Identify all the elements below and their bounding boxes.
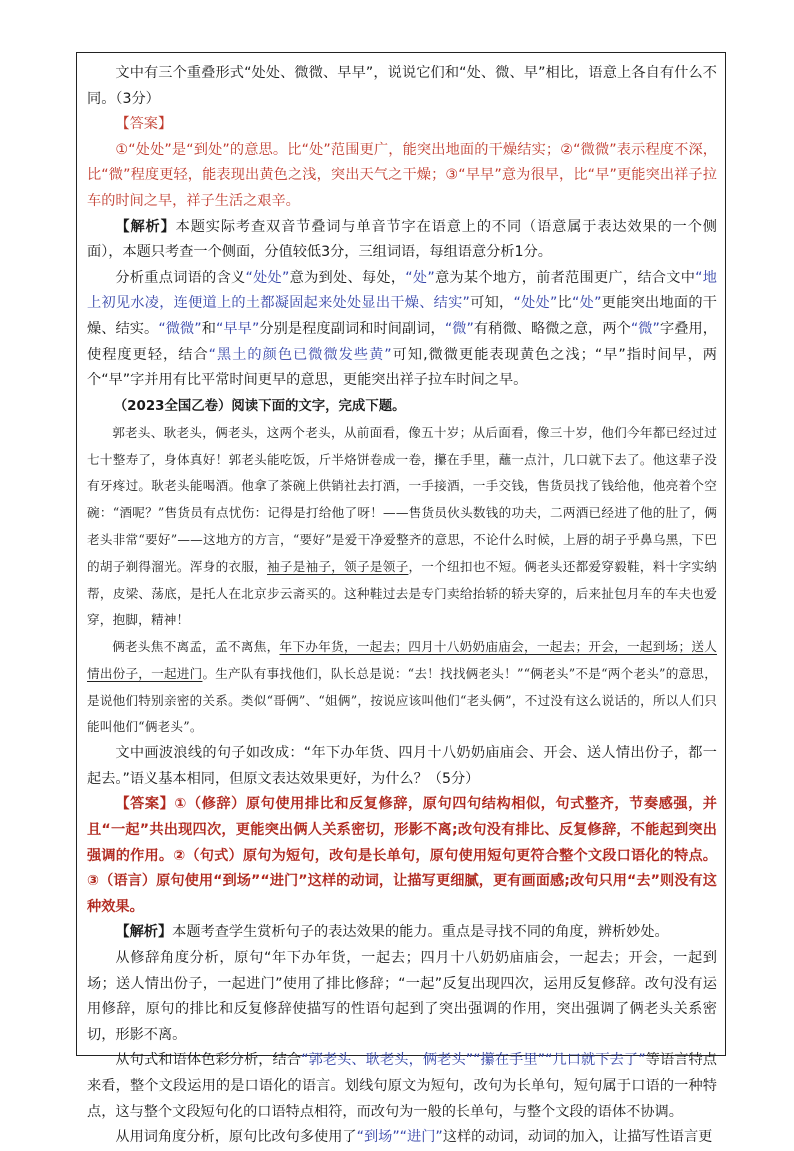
quote-run: “早早” bbox=[215, 320, 260, 337]
text-run: 可知， bbox=[469, 295, 514, 312]
q2-analysis-3 bbox=[87, 1048, 717, 1125]
q2-analysis-1-text: 本题考查学生赏析句子的表达效果的能力。重点是寻找不同的角度，辨析妙处。 bbox=[172, 924, 669, 941]
q1-analysis-1-text: 本题实际考查双音节叠词与单音节字在语意上的不同（语意属于表达效果的一个侧面），本题只考查一个侧面，分值较低3分，三组词语，每组语意分析1分。 bbox=[87, 218, 717, 261]
q2-analysis-4 bbox=[87, 1125, 717, 1151]
text-run: 分析重点词语的含义 bbox=[115, 269, 246, 286]
quote-run: “微” bbox=[630, 320, 660, 337]
quote-run: “几口就下去了” bbox=[545, 1052, 646, 1069]
reading-passage bbox=[87, 420, 717, 742]
passage-text: 俩老头焦不离孟，孟不离焦， bbox=[112, 639, 280, 655]
text-run: 和 bbox=[201, 320, 216, 337]
text-run: 这样的动词，动词的加入，让描写性语言更 bbox=[442, 1129, 713, 1146]
q2-analysis-1 bbox=[87, 920, 717, 946]
q1-answer-label: 【答案】 bbox=[115, 116, 173, 133]
text-run: 比 bbox=[557, 295, 573, 312]
quote-run: “地上初见水凌，连便道上的土都凝固起来处处显出干燥、结实” bbox=[87, 269, 717, 312]
document-content bbox=[77, 53, 725, 1151]
text-run: 更能突出地面的干燥、结实。 bbox=[87, 295, 717, 337]
q1-analysis-2 bbox=[87, 266, 717, 394]
text-run: 可知,微微更能表现黄色之浅；“早”指时间早，两个“早”字并用有比平常时间更早的意思，更能突出祥子拉车时间之早。 bbox=[87, 346, 717, 389]
q2-answer-label: 【答案】 bbox=[115, 796, 175, 813]
q2-heading: （2023全国乙卷）阅读下面的文字，完成下题。 bbox=[113, 398, 406, 414]
document-frame bbox=[76, 52, 726, 1146]
text-run: 从用词角度分析，原句比改句多使用了 bbox=[115, 1129, 357, 1146]
quote-run: “到场”“进门” bbox=[356, 1129, 443, 1146]
q1-answer: ①“处处”是“到处”的意思。比“处”范围更广，能突出地面的干燥结实；②“微微”表示程度不深，比“微”程度更轻，能表现出黄色之浅，突出天气之干燥；③“早早”意为很早，比“早”更能突出祥子拉车的时间之早，祥子生活之艰辛。 bbox=[87, 141, 717, 209]
passage-paragraph-1 bbox=[87, 420, 717, 634]
text-run: 意为到处、每处， bbox=[289, 269, 406, 286]
q1-question: 文中有三个重叠形式“处处、微微、早早”，说说它们和“处、微、早”相比，语意上各自有什么不同。（3分） bbox=[87, 65, 717, 107]
passage-text: 。生产队有事找他们，队长总是说：“去！找找俩老头！”“俩老头”不是“两个老头”的意思，是说他们特别亲密的关系。类似“哥俩”、“姐俩”，按说应该叫他们“老头俩”，不过没有这么说话的，所以人们只能叫他们“俩老头”。 bbox=[87, 665, 717, 735]
quote-run: “郭老头、耿老头，俩老头” bbox=[301, 1052, 474, 1069]
quote-run: “处处” bbox=[245, 269, 290, 286]
passage-text: ，一个纽扣也不短。俩老头还都爱穿毅鞋，料十字实纳帮，皮梁、荡底，是托人在北京步云斋买的。这种鞋过去是专门卖给抬轿的轿夫穿的，后来扯包月车的车夫也爱穿，抱脚，精神！ bbox=[87, 558, 717, 628]
quote-run: “微微” bbox=[158, 320, 202, 337]
text-run: 从句式和语体色彩分析，结合 bbox=[115, 1052, 302, 1069]
text-run: 分别是程度副词和时间副词， bbox=[259, 320, 445, 337]
q1-analysis-label: 【解析】 bbox=[115, 218, 176, 235]
q2-answer bbox=[87, 792, 717, 920]
quote-run: “黑土的颜色已微微发些黄” bbox=[208, 346, 392, 363]
text-run: 等语言特点来看，整个文段运用的是口语化的语言。划线句原文为短句，改句为长单句，短句属于口语的一种特点，这与整个文段短句化的口语特点相符，而改句为一般的长单句，与整个文段的语体不协调。 bbox=[87, 1052, 717, 1120]
q2-question: 文中画波浪线的句子如改成：“年下办年货、四月十八奶奶庙庙会、开会、送人情出份子，都一起去。”语义基本相同，但原文表达效果更好，为什么？（5分） bbox=[87, 745, 717, 787]
q2-analysis-2: 从修辞角度分析，原句“年下办年货，一起去；四月十八奶奶庙庙会，一起去；开会，一起到场；送人情出份子，一起进门”使用了排比修辞；“一起”反复出现四次，运用反复修辞。改句没有运用修辞，原句的排比和反复修辞使描写的性语句起到了突出强调的作用，突出强调了俩老头关系密切，形影不离。 bbox=[87, 950, 717, 1043]
passage-paragraph-2 bbox=[87, 634, 717, 741]
q2-analysis-label: 【解析】 bbox=[115, 924, 173, 941]
passage-wavy-underlined-sentence: 年下办年货，一起去；四月十八奶奶庙庙会，一起去；开会，一起到场；送人情出份子，一起进门 bbox=[87, 639, 717, 681]
quote-run: “处处” bbox=[513, 295, 558, 312]
passage-underlined-text: 袖子是袖子，领子是领子 bbox=[267, 558, 409, 574]
text-run: 有稍微、略微之意，两个 bbox=[473, 320, 631, 337]
quote-run: “微” bbox=[444, 320, 474, 337]
q1-analysis-1 bbox=[87, 215, 717, 266]
quote-run: “处” bbox=[405, 269, 435, 286]
text-run: 字叠用，使程度更轻，结合 bbox=[87, 320, 717, 363]
passage-text: 郭老头、耿老头，俩老头，这两个老头，从前面看，像五十岁；从后面看，像三十岁，他们今年都已经过过七十整寿了，身体真好！郭老头能吃饭，斤半烙饼卷成一卷，攥在手里，蘸一点汁，几口就下去了。他这辈子没有牙疼过。耿老头能喝酒。他拿了茶碗上供销社去打酒，一手接酒，一手交钱，售货员找了钱给他，他亮着个空碗：“酒呢？”售货员有点忧伤：记得是打给他了呀！——售货员伙头数钱的功夫，二两酒已经进了他的肚了，俩老头非常“要好”——这地方的方言，“要好”是爱干净爱整齐的意思，不论什么时候，上唇的胡子乎鼻乌黑，下巴的胡子剃得溜光。浑身的衣服， bbox=[87, 424, 717, 574]
quote-run: “攥在手里” bbox=[473, 1052, 546, 1069]
text-run: 意为某个地方，前者范围更广，结合文中 bbox=[434, 269, 696, 286]
q2-answer-text: ①（修辞）原句使用排比和反复修辞，原句四句结构相似，句式整齐，节奏感强，并且“一起”共出现四次，更能突出俩人关系密切，形影不离;改句没有排比、反复修辞，不能起到突出强调的作用。②（句式）原句为短句，改句是长单句，原句使用短句更符合整个文段口语化的特点。③（语言）原句使用“到场”“进门”这样的动词，让描写更细腻，更有画面感;改句只用“去”则没有这种效果。 bbox=[87, 796, 717, 915]
quote-run: “处” bbox=[572, 295, 602, 312]
